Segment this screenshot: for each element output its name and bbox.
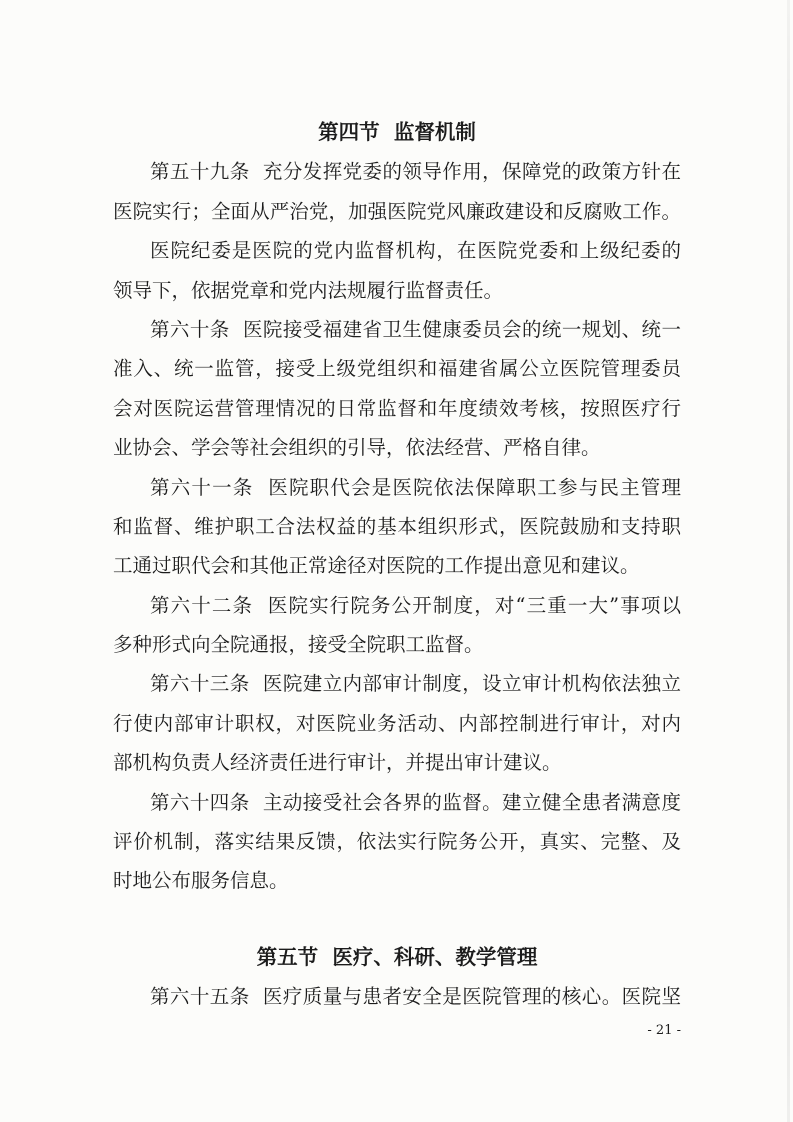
- article-paragraph: [113, 152, 681, 231]
- article-paragraph: [113, 310, 681, 468]
- section-heading: 第四节 监督机制: [318, 120, 476, 144]
- article-paragraph: [113, 231, 681, 310]
- paragraph-line: 第六十条 医院接受福建省卫生健康委员会的统一规划、统一: [150, 317, 681, 341]
- paragraph-line: 第六十四条 主动接受社会各界的监督。建立健全患者满意度: [150, 790, 681, 814]
- article-paragraph: [113, 468, 681, 586]
- article-paragraph: [113, 783, 681, 901]
- paragraph-line: 评价机制，落实结果反馈，依法实行院务公开，真实、完整、及: [113, 830, 681, 854]
- paragraph-line: 领导下，依据党章和党内法规履行监督责任。: [113, 278, 504, 302]
- paragraph-line: 工通过职代会和其他正常途径对医院的工作提出意见和建议。: [113, 554, 640, 578]
- article-paragraph: [113, 664, 681, 782]
- paragraph-line: 第六十五条 医疗质量与患者安全是医院管理的核心。医院坚: [150, 985, 681, 1009]
- paragraph-line: 会对医院运营管理情况的日常监督和年度绩效考核，按照医疗行: [113, 396, 681, 420]
- article-paragraph: [113, 586, 681, 665]
- paragraph-line: 业协会、学会等社会组织的引导，依法经营、严格自律。: [113, 436, 601, 460]
- scan-edge: [787, 0, 790, 1122]
- section-heading: 第五节 医疗、科研、教学管理: [256, 944, 538, 969]
- paragraph-line: 多种形式向全院通报，接受全院职工监督。: [113, 633, 484, 657]
- paragraph-line: 时地公布服务信息。: [113, 869, 289, 893]
- paragraph-line: 医院实行；全面从严治党，加强医院党风廉政建设和反腐败工作。: [113, 199, 681, 223]
- article-paragraph: [113, 977, 681, 1016]
- page-content: [113, 113, 681, 1017]
- paragraph-line: 第六十二条 医院实行院务公开制度，对“三重一大”事项以: [150, 593, 681, 617]
- paragraph-line: 第六十三条 医院建立内部审计制度，设立审计机构依法独立: [150, 672, 681, 696]
- paragraph-line: 和监督、维护职工合法权益的基本组织形式，医院鼓励和支持职: [113, 514, 681, 538]
- paragraph-line: 部机构负责人经济责任进行审计，并提出审计建议。: [113, 751, 562, 775]
- page-number: - 21 -: [647, 1023, 681, 1038]
- paragraph-line: 第六十一条 医院职代会是医院依法保障职工参与民主管理: [150, 475, 681, 499]
- paragraph-line: 医院纪委是医院的党内监督机构，在医院党委和上级纪委的: [150, 239, 681, 263]
- paragraph-line: 准入、统一监管，接受上级党组织和福建省属公立医院管理委员: [113, 357, 681, 381]
- paragraph-line: 行使内部审计职权，对医院业务活动、内部控制进行审计，对内: [113, 711, 681, 735]
- paragraph-line: 第五十九条 充分发挥党委的领导作用，保障党的政策方针在: [150, 160, 681, 184]
